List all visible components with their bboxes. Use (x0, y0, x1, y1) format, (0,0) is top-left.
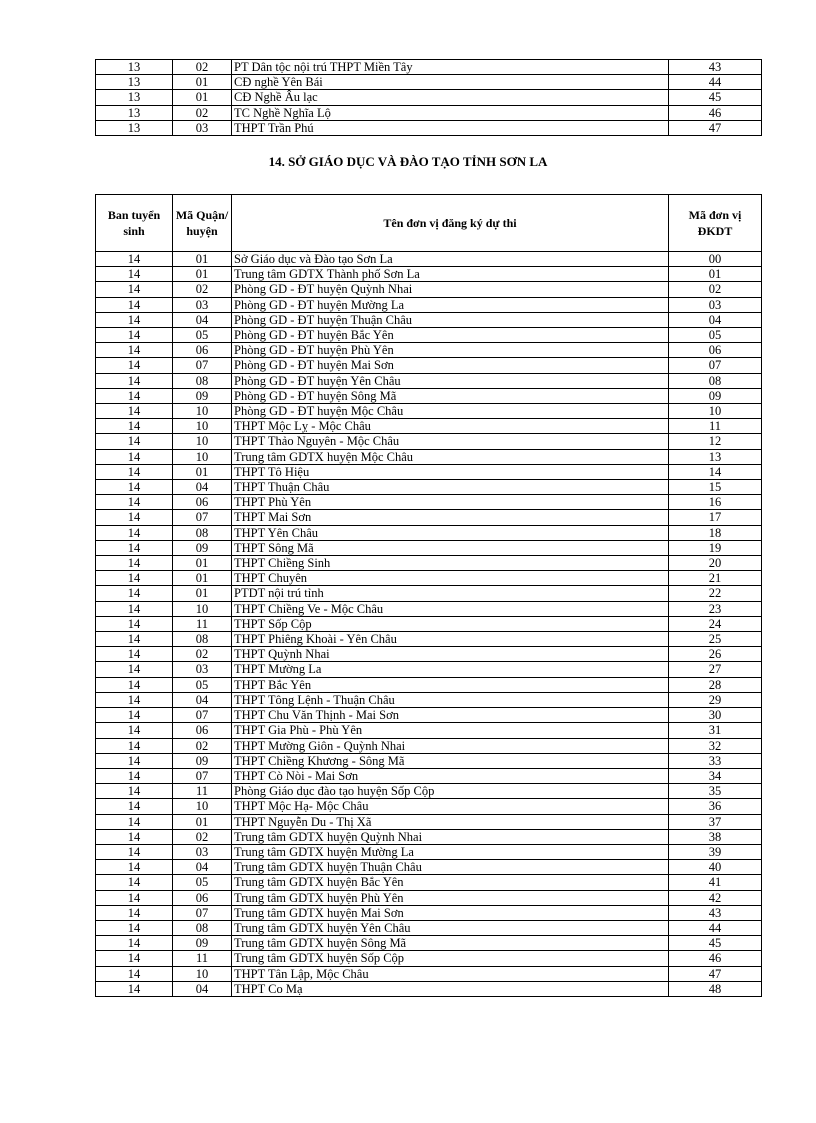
cell-ma-quan-huyen: 05 (173, 328, 232, 343)
cell-ma-quan-huyen: 01 (173, 556, 232, 571)
cell-ten-don-vi: Trung tâm GDTX huyện Mường La (232, 844, 669, 859)
cell-ma-quan-huyen: 10 (173, 799, 232, 814)
cell-ma-don-vi: 47 (669, 966, 762, 981)
cell-ten-don-vi: THPT Thuận Châu (232, 480, 669, 495)
cell-ma-don-vi: 02 (669, 282, 762, 297)
table-row (96, 75, 762, 90)
cell-ma-don-vi: 08 (669, 373, 762, 388)
cell-ma-don-vi: 42 (669, 890, 762, 905)
table-row (96, 586, 762, 601)
cell-ma-don-vi: 45 (669, 90, 762, 105)
cell-ban-tuyen-sinh: 14 (96, 343, 173, 358)
table-row (96, 829, 762, 844)
table-row (96, 556, 762, 571)
cell-ma-quan-huyen: 07 (173, 768, 232, 783)
table-row (96, 495, 762, 510)
cell-ban-tuyen-sinh: 14 (96, 495, 173, 510)
cell-ma-don-vi: 23 (669, 601, 762, 616)
cell-ma-quan-huyen: 11 (173, 784, 232, 799)
cell-ma-quan-huyen: 10 (173, 601, 232, 616)
cell-ten-don-vi: Phòng GD - ĐT huyện Phù Yên (232, 343, 669, 358)
table-row (96, 662, 762, 677)
header-ban-tuyen-sinh: Ban tuyển sinh (96, 195, 173, 252)
cell-ban-tuyen-sinh: 14 (96, 753, 173, 768)
cell-ma-don-vi: 13 (669, 449, 762, 464)
cell-ten-don-vi: THPT Chiềng Sinh (232, 556, 669, 571)
cell-ban-tuyen-sinh: 14 (96, 662, 173, 677)
table-row (96, 677, 762, 692)
table-row (96, 890, 762, 905)
table-row (96, 120, 762, 135)
table-row (96, 297, 762, 312)
cell-ma-quan-huyen: 07 (173, 708, 232, 723)
cell-ban-tuyen-sinh: 14 (96, 708, 173, 723)
table-row (96, 632, 762, 647)
cell-ten-don-vi: THPT Mộc Hạ- Mộc Châu (232, 799, 669, 814)
table-row (96, 905, 762, 920)
cell-ban-tuyen-sinh: 14 (96, 556, 173, 571)
cell-ma-don-vi: 31 (669, 723, 762, 738)
cell-ma-don-vi: 41 (669, 875, 762, 890)
cell-ma-quan-huyen: 08 (173, 373, 232, 388)
cell-ma-don-vi: 45 (669, 936, 762, 951)
table-row (96, 282, 762, 297)
cell-ten-don-vi: Trung tâm GDTX huyện Sốp Cộp (232, 951, 669, 966)
cell-ma-quan-huyen: 03 (173, 662, 232, 677)
cell-ban-tuyen-sinh: 14 (96, 312, 173, 327)
cell-ten-don-vi: Sở Giáo dục và Đào tạo Sơn La (232, 252, 669, 267)
cell-ma-don-vi: 48 (669, 981, 762, 996)
cell-ma-quan-huyen: 09 (173, 388, 232, 403)
cell-ma-quan-huyen: 01 (173, 267, 232, 282)
table-row (96, 267, 762, 282)
cell-ma-don-vi: 43 (669, 60, 762, 75)
cell-ma-quan-huyen: 09 (173, 753, 232, 768)
cell-ma-quan-huyen: 07 (173, 905, 232, 920)
cell-ma-quan-huyen: 02 (173, 105, 232, 120)
cell-ten-don-vi: Phòng GD - ĐT huyện Mai Sơn (232, 358, 669, 373)
cell-ten-don-vi: Trung tâm GDTX huyện Sông Mã (232, 936, 669, 951)
cell-ten-don-vi: Phòng GD - ĐT huyện Mộc Châu (232, 404, 669, 419)
cell-ma-don-vi: 06 (669, 343, 762, 358)
cell-ban-tuyen-sinh: 14 (96, 297, 173, 312)
cell-ten-don-vi: THPT Quỳnh Nhai (232, 647, 669, 662)
table-row (96, 571, 762, 586)
table-row (96, 525, 762, 540)
previous-section-body (96, 60, 762, 136)
cell-ban-tuyen-sinh: 14 (96, 677, 173, 692)
cell-ban-tuyen-sinh: 14 (96, 844, 173, 859)
cell-ten-don-vi: Trung tâm GDTX huyện Thuận Châu (232, 860, 669, 875)
table-row (96, 404, 762, 419)
cell-ma-quan-huyen: 04 (173, 480, 232, 495)
cell-ma-don-vi: 36 (669, 799, 762, 814)
cell-ma-quan-huyen: 01 (173, 75, 232, 90)
registration-unit-table (95, 194, 762, 997)
cell-ten-don-vi: THPT Chiềng Khương - Sông Mã (232, 753, 669, 768)
table-row (96, 540, 762, 555)
cell-ma-don-vi: 32 (669, 738, 762, 753)
cell-ma-don-vi: 01 (669, 267, 762, 282)
table-row (96, 875, 762, 890)
cell-ma-quan-huyen: 02 (173, 738, 232, 753)
cell-ma-don-vi: 46 (669, 105, 762, 120)
cell-ma-quan-huyen: 10 (173, 966, 232, 981)
cell-ma-don-vi: 47 (669, 120, 762, 135)
cell-ma-don-vi: 17 (669, 510, 762, 525)
cell-ten-don-vi: Trung tâm GDTX huyện Quỳnh Nhai (232, 829, 669, 844)
cell-ban-tuyen-sinh: 14 (96, 328, 173, 343)
cell-ma-don-vi: 28 (669, 677, 762, 692)
cell-ma-quan-huyen: 06 (173, 723, 232, 738)
cell-ten-don-vi: THPT Tô Hiệu (232, 464, 669, 479)
cell-ban-tuyen-sinh: 14 (96, 267, 173, 282)
cell-ma-don-vi: 46 (669, 951, 762, 966)
section-title: 14. SỞ GIÁO DỤC VÀ ĐÀO TẠO TỈNH SƠN LA (268, 154, 548, 169)
cell-ten-don-vi: Phòng GD - ĐT huyện Bắc Yên (232, 328, 669, 343)
table-row (96, 449, 762, 464)
cell-ma-don-vi: 03 (669, 297, 762, 312)
cell-ten-don-vi: THPT Sốp Cộp (232, 616, 669, 631)
cell-ma-don-vi: 33 (669, 753, 762, 768)
cell-ten-don-vi: Phòng Giáo dục đào tạo huyện Sốp Cộp (232, 784, 669, 799)
cell-ma-don-vi: 38 (669, 829, 762, 844)
cell-ma-quan-huyen: 10 (173, 404, 232, 419)
cell-ban-tuyen-sinh: 14 (96, 875, 173, 890)
cell-ma-quan-huyen: 01 (173, 90, 232, 105)
cell-ma-quan-huyen: 04 (173, 692, 232, 707)
cell-ma-quan-huyen: 10 (173, 434, 232, 449)
table-row (96, 343, 762, 358)
cell-ten-don-vi: THPT Trần Phú (232, 120, 669, 135)
cell-ma-don-vi: 35 (669, 784, 762, 799)
table-header-row (96, 195, 762, 252)
table-row (96, 860, 762, 875)
cell-ten-don-vi: Phòng GD - ĐT huyện Yên Châu (232, 373, 669, 388)
cell-ma-quan-huyen: 06 (173, 343, 232, 358)
table-row (96, 723, 762, 738)
cell-ma-quan-huyen: 04 (173, 981, 232, 996)
cell-ten-don-vi: Trung tâm GDTX huyện Phù Yên (232, 890, 669, 905)
cell-ten-don-vi: TC Nghề Nghĩa Lộ (232, 105, 669, 120)
cell-ten-don-vi: THPT Bắc Yên (232, 677, 669, 692)
cell-ma-don-vi: 11 (669, 419, 762, 434)
cell-ma-don-vi: 09 (669, 388, 762, 403)
cell-ma-don-vi: 15 (669, 480, 762, 495)
cell-ban-tuyen-sinh: 14 (96, 951, 173, 966)
cell-ban-tuyen-sinh: 14 (96, 647, 173, 662)
cell-ban-tuyen-sinh: 14 (96, 464, 173, 479)
cell-ten-don-vi: THPT Phù Yên (232, 495, 669, 510)
table-row (96, 966, 762, 981)
cell-ma-quan-huyen: 02 (173, 647, 232, 662)
cell-ten-don-vi: THPT Mường La (232, 662, 669, 677)
cell-ma-quan-huyen: 02 (173, 829, 232, 844)
cell-ma-quan-huyen: 08 (173, 632, 232, 647)
cell-ma-quan-huyen: 05 (173, 875, 232, 890)
cell-ban-tuyen-sinh: 14 (96, 616, 173, 631)
cell-ban-tuyen-sinh: 14 (96, 890, 173, 905)
table-row (96, 784, 762, 799)
cell-ten-don-vi: Trung tâm GDTX huyện Yên Châu (232, 920, 669, 935)
cell-ten-don-vi: THPT Thảo Nguyên - Mộc Châu (232, 434, 669, 449)
cell-ma-quan-huyen: 10 (173, 449, 232, 464)
cell-ma-quan-huyen: 02 (173, 282, 232, 297)
cell-ma-quan-huyen: 04 (173, 312, 232, 327)
cell-ma-don-vi: 29 (669, 692, 762, 707)
table-row (96, 434, 762, 449)
cell-ma-don-vi: 43 (669, 905, 762, 920)
cell-ma-quan-huyen: 03 (173, 297, 232, 312)
cell-ten-don-vi: THPT Phiêng Khoài - Yên Châu (232, 632, 669, 647)
cell-ban-tuyen-sinh: 14 (96, 784, 173, 799)
cell-ma-don-vi: 14 (669, 464, 762, 479)
cell-ma-quan-huyen: 06 (173, 890, 232, 905)
cell-ma-don-vi: 27 (669, 662, 762, 677)
cell-ma-quan-huyen: 03 (173, 844, 232, 859)
table-row (96, 388, 762, 403)
cell-ban-tuyen-sinh: 14 (96, 434, 173, 449)
cell-ten-don-vi: Trung tâm GDTX huyện Mộc Châu (232, 449, 669, 464)
cell-ma-quan-huyen: 07 (173, 358, 232, 373)
cell-ten-don-vi: PT Dân tộc nội trú THPT Miền Tây (232, 60, 669, 75)
cell-ma-quan-huyen: 11 (173, 616, 232, 631)
table-row (96, 312, 762, 327)
cell-ten-don-vi: Phòng GD - ĐT huyện Sông Mã (232, 388, 669, 403)
cell-ban-tuyen-sinh: 14 (96, 829, 173, 844)
cell-ban-tuyen-sinh: 14 (96, 373, 173, 388)
table-row (96, 753, 762, 768)
cell-ban-tuyen-sinh: 14 (96, 586, 173, 601)
header-ten-don-vi: Tên đơn vị đăng ký dự thi (232, 195, 669, 252)
cell-ban-tuyen-sinh: 14 (96, 419, 173, 434)
table-row (96, 936, 762, 951)
cell-ma-don-vi: 26 (669, 647, 762, 662)
cell-ten-don-vi: THPT Sông Mã (232, 540, 669, 555)
cell-ban-tuyen-sinh: 14 (96, 601, 173, 616)
cell-ban-tuyen-sinh: 14 (96, 920, 173, 935)
table-row (96, 768, 762, 783)
cell-ma-don-vi: 21 (669, 571, 762, 586)
cell-ma-don-vi: 34 (669, 768, 762, 783)
table-row (96, 90, 762, 105)
table-row (96, 480, 762, 495)
table-row (96, 920, 762, 935)
cell-ten-don-vi: PTDT nội trú tỉnh (232, 586, 669, 601)
cell-ma-don-vi: 04 (669, 312, 762, 327)
header-ma-quan-huyen: Mã Quận/ huyện (173, 195, 232, 252)
table-row (96, 252, 762, 267)
table-row (96, 647, 762, 662)
cell-ma-quan-huyen: 04 (173, 860, 232, 875)
cell-ban-tuyen-sinh: 14 (96, 449, 173, 464)
cell-ten-don-vi: Trung tâm GDTX huyện Mai Sơn (232, 905, 669, 920)
cell-ma-don-vi: 24 (669, 616, 762, 631)
table-row (96, 738, 762, 753)
table-row (96, 981, 762, 996)
cell-ten-don-vi: CĐ nghề Yên Bái (232, 75, 669, 90)
table-row (96, 358, 762, 373)
cell-ten-don-vi: THPT Mai Sơn (232, 510, 669, 525)
header-ma-don-vi: Mã đơn vị ĐKDT (669, 195, 762, 252)
cell-ten-don-vi: Trung tâm GDTX huyện Bắc Yên (232, 875, 669, 890)
cell-ma-quan-huyen: 08 (173, 525, 232, 540)
cell-ban-tuyen-sinh: 14 (96, 388, 173, 403)
table-row (96, 373, 762, 388)
registration-unit-body (96, 252, 762, 997)
cell-ma-don-vi: 05 (669, 328, 762, 343)
cell-ban-tuyen-sinh: 13 (96, 60, 173, 75)
cell-ban-tuyen-sinh: 14 (96, 981, 173, 996)
cell-ma-quan-huyen: 07 (173, 510, 232, 525)
cell-ban-tuyen-sinh: 14 (96, 966, 173, 981)
cell-ma-quan-huyen: 01 (173, 814, 232, 829)
cell-ma-don-vi: 16 (669, 495, 762, 510)
cell-ban-tuyen-sinh: 14 (96, 723, 173, 738)
cell-ma-don-vi: 37 (669, 814, 762, 829)
cell-ten-don-vi: THPT Chu Văn Thịnh - Mai Sơn (232, 708, 669, 723)
cell-ma-don-vi: 00 (669, 252, 762, 267)
cell-ban-tuyen-sinh: 14 (96, 860, 173, 875)
cell-ma-don-vi: 07 (669, 358, 762, 373)
table-row (96, 844, 762, 859)
cell-ban-tuyen-sinh: 14 (96, 692, 173, 707)
cell-ten-don-vi: Trung tâm GDTX Thành phố Sơn La (232, 267, 669, 282)
cell-ma-quan-huyen: 10 (173, 419, 232, 434)
cell-ban-tuyen-sinh: 13 (96, 105, 173, 120)
cell-ma-quan-huyen: 09 (173, 540, 232, 555)
table-row (96, 464, 762, 479)
cell-ma-don-vi: 40 (669, 860, 762, 875)
cell-ban-tuyen-sinh: 14 (96, 632, 173, 647)
cell-ma-quan-huyen: 11 (173, 951, 232, 966)
cell-ban-tuyen-sinh: 13 (96, 120, 173, 135)
cell-ma-don-vi: 30 (669, 708, 762, 723)
cell-ban-tuyen-sinh: 14 (96, 252, 173, 267)
cell-ten-don-vi: THPT Co Mạ (232, 981, 669, 996)
cell-ban-tuyen-sinh: 14 (96, 358, 173, 373)
cell-ban-tuyen-sinh: 14 (96, 282, 173, 297)
cell-ma-quan-huyen: 02 (173, 60, 232, 75)
cell-ma-quan-huyen: 01 (173, 571, 232, 586)
table-row (96, 60, 762, 75)
cell-ban-tuyen-sinh: 14 (96, 525, 173, 540)
table-row (96, 510, 762, 525)
cell-ten-don-vi: THPT Cò Nòi - Mai Sơn (232, 768, 669, 783)
cell-ma-quan-huyen: 05 (173, 677, 232, 692)
table-row (96, 814, 762, 829)
cell-ma-don-vi: 22 (669, 586, 762, 601)
cell-ten-don-vi: THPT Nguyễn Du - Thị Xã (232, 814, 669, 829)
cell-ma-quan-huyen: 09 (173, 936, 232, 951)
cell-ten-don-vi: Phòng GD - ĐT huyện Thuận Châu (232, 312, 669, 327)
cell-ma-don-vi: 12 (669, 434, 762, 449)
table-row (96, 616, 762, 631)
table-row (96, 951, 762, 966)
table-row (96, 419, 762, 434)
cell-ma-don-vi: 18 (669, 525, 762, 540)
cell-ma-don-vi: 39 (669, 844, 762, 859)
cell-ban-tuyen-sinh: 14 (96, 571, 173, 586)
cell-ma-don-vi: 20 (669, 556, 762, 571)
cell-ma-don-vi: 10 (669, 404, 762, 419)
cell-ten-don-vi: Phòng GD - ĐT huyện Quỳnh Nhai (232, 282, 669, 297)
cell-ma-don-vi: 44 (669, 920, 762, 935)
cell-ban-tuyen-sinh: 14 (96, 540, 173, 555)
cell-ma-quan-huyen: 01 (173, 464, 232, 479)
cell-ma-quan-huyen: 08 (173, 920, 232, 935)
cell-ban-tuyen-sinh: 14 (96, 738, 173, 753)
cell-ban-tuyen-sinh: 13 (96, 90, 173, 105)
cell-ten-don-vi: THPT Chiềng Ve - Mộc Châu (232, 601, 669, 616)
cell-ma-don-vi: 19 (669, 540, 762, 555)
table-row (96, 105, 762, 120)
table-row (96, 328, 762, 343)
cell-ten-don-vi: THPT Tân Lập, Mộc Châu (232, 966, 669, 981)
cell-ban-tuyen-sinh: 14 (96, 768, 173, 783)
cell-ban-tuyen-sinh: 13 (96, 75, 173, 90)
cell-ban-tuyen-sinh: 14 (96, 480, 173, 495)
cell-ten-don-vi: THPT Chuyên (232, 571, 669, 586)
table-row (96, 708, 762, 723)
previous-section-table (95, 59, 762, 136)
cell-ma-don-vi: 25 (669, 632, 762, 647)
cell-ten-don-vi: Phòng GD - ĐT huyện Mường La (232, 297, 669, 312)
cell-ban-tuyen-sinh: 14 (96, 814, 173, 829)
cell-ten-don-vi: THPT Gia Phù - Phù Yên (232, 723, 669, 738)
cell-ma-quan-huyen: 01 (173, 586, 232, 601)
table-row (96, 692, 762, 707)
cell-ma-quan-huyen: 01 (173, 252, 232, 267)
cell-ma-don-vi: 44 (669, 75, 762, 90)
cell-ban-tuyen-sinh: 14 (96, 404, 173, 419)
cell-ban-tuyen-sinh: 14 (96, 936, 173, 951)
cell-ten-don-vi: THPT Tông Lệnh - Thuận Châu (232, 692, 669, 707)
cell-ban-tuyen-sinh: 14 (96, 510, 173, 525)
cell-ten-don-vi: THPT Yên Châu (232, 525, 669, 540)
cell-ma-quan-huyen: 06 (173, 495, 232, 510)
cell-ten-don-vi: THPT Mường Giôn - Quỳnh Nhai (232, 738, 669, 753)
cell-ban-tuyen-sinh: 14 (96, 799, 173, 814)
table-row (96, 601, 762, 616)
cell-ban-tuyen-sinh: 14 (96, 905, 173, 920)
cell-ten-don-vi: THPT Mộc Lỵ - Mộc Châu (232, 419, 669, 434)
cell-ten-don-vi: CĐ Nghề Âu lạc (232, 90, 669, 105)
cell-ma-quan-huyen: 03 (173, 120, 232, 135)
table-row (96, 799, 762, 814)
